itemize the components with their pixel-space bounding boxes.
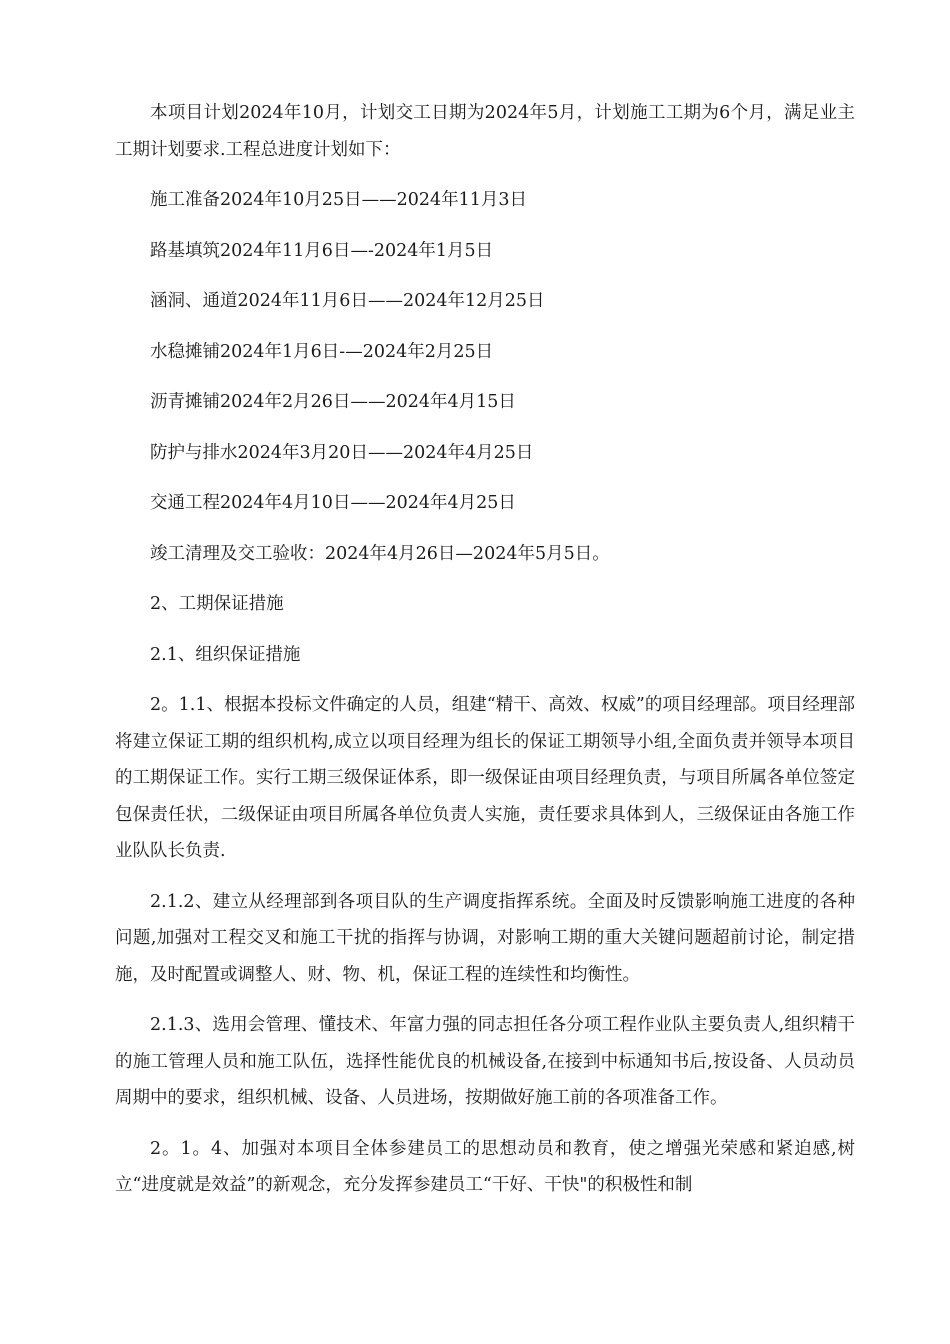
schedule-item-subgrade: 路基填筑2024年11月6日—-2024年1月5日 <box>150 240 494 261</box>
document-body <box>115 95 855 1218</box>
schedule-item-drainage: 防护与排水2024年3月20日——2024年4月25日 <box>150 442 534 463</box>
schedule-item-asphalt: 沥青摊铺2024年2月26日——2024年4月15日 <box>150 392 516 412</box>
paragraph-2-1-3: 2.1.3、选用会管理、懂技术、年富力强的同志担任各分项工程作业队主要负责人,组织精干的施工管理人员和施工队伍，选择性能优良的机械设备,在接到中标通知书后,按设备、人员动员周期中的要求，组织机械、设备、人员进场，按期做好施工前的各项准备工作。 <box>115 1015 855 1108</box>
paragraph-2-1-4: 2。1。4、加强对本项目全体参建员工的思想动员和教育，使之增强光荣感和紧迫感,树立“进度就是效益”的新观念，充分发挥参建员工“干好、干快"的积极性和制 <box>115 1138 855 1195</box>
section-heading-2: 2、工期保证措施 <box>150 594 284 614</box>
section-heading-2-1: 2.1、组织保证措施 <box>150 644 301 665</box>
paragraph-2-1-1: 2。1.1、根据本投标文件确定的人员，组建“精干、高效、权威”的项目经理部。项目经理部将建立保证工期的组织机构,成立以项目经理为组长的保证工期领导小组,全面负责并领导本项目的工期保证工作。实行工期三级保证体系，即一级保证由项目经理负责，与项目所属各单位签定包保责任状，二级保证由项目所属各单位负责人实施，责任要求具体到人，三级保证由各施工作业队队长负责. <box>115 695 855 861</box>
intro-paragraph: 本项目计划2024年10月，计划交工日期为2024年5月，计划施工工期为6个月，满足业主工期计划要求.工程总进度计划如下： <box>115 103 855 160</box>
paragraph-2-1-2: 2.1.2、建立从经理部到各项目队的生产调度指挥系统。全面及时反馈影响施工进度的各种问题,加强对工程交叉和施工干扰的指挥与协调，对影响工期的重大关键问题超前讨论，制定措施，及时配置或调整人、财、物、机，保证工程的连续性和均衡性。 <box>115 891 855 985</box>
schedule-item-prep: 施工准备2024年10月25日——2024年11月3日 <box>150 190 528 210</box>
schedule-item-culvert: 涵洞、通道2024年11月6日——2024年12月25日 <box>150 291 545 311</box>
schedule-item-base: 水稳摊铺2024年1月6日-—2024年2月25日 <box>150 341 494 362</box>
schedule-item-completion: 竣工清理及交工验收：2024年4月26日—2024年5月5日。 <box>150 543 610 564</box>
schedule-item-traffic: 交通工程2024年4月10日——2024年4月25日 <box>150 493 516 513</box>
